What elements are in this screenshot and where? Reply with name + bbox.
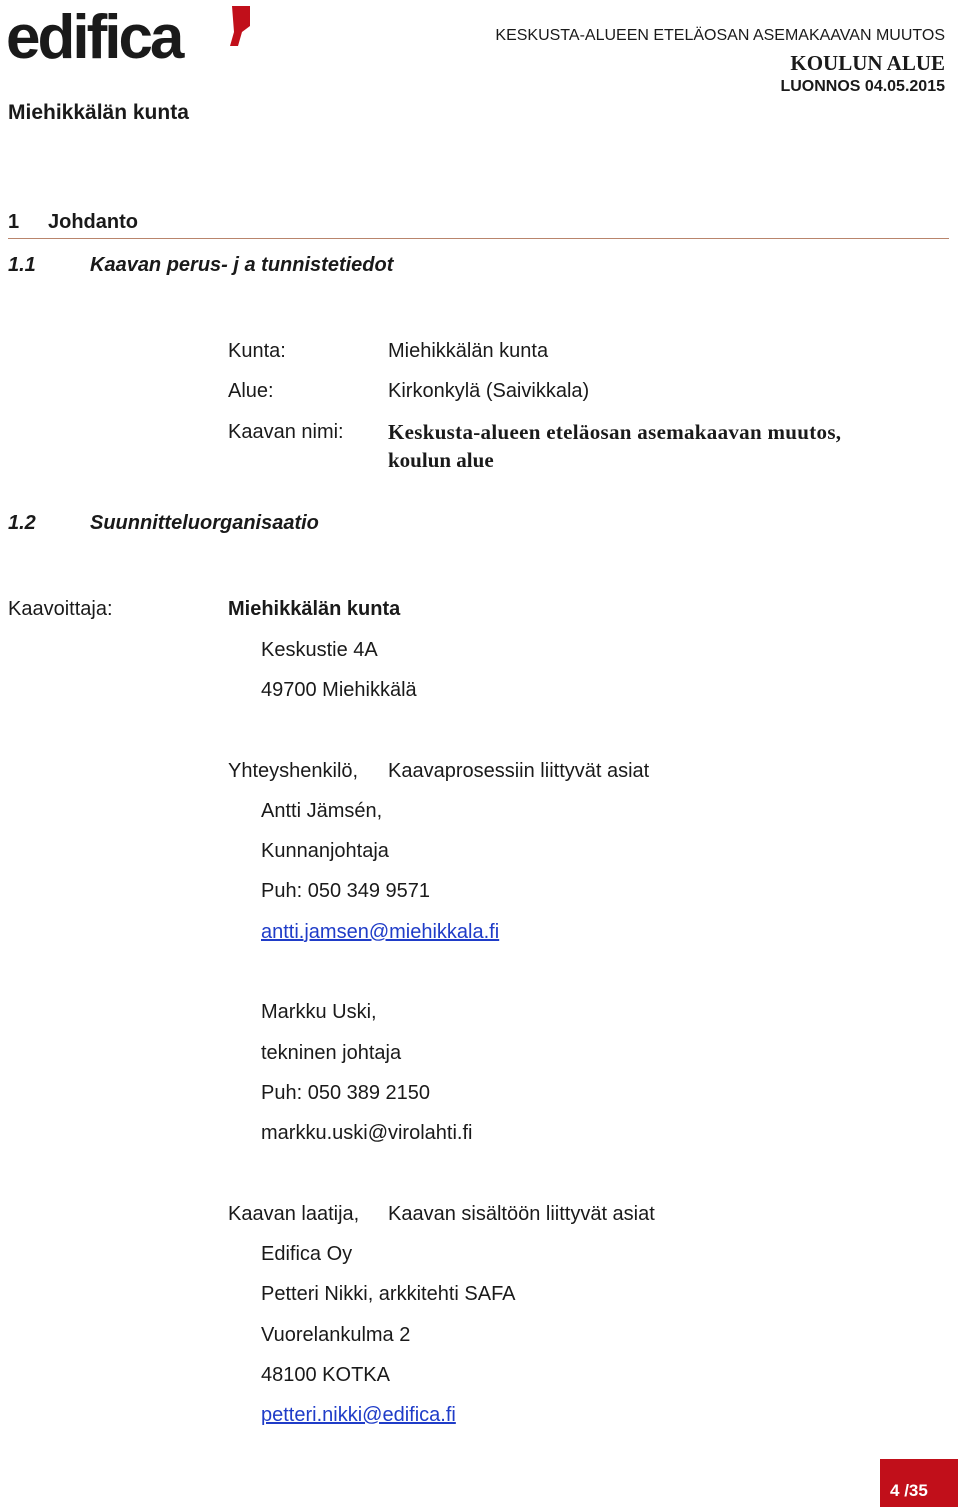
page-number-badge	[880, 1459, 958, 1507]
section-heading-1-1	[8, 254, 393, 277]
author-company: Edifica Oy	[261, 1243, 353, 1265]
total-pages: 35	[908, 1481, 928, 1500]
project-line: KESKUSTA-ALUEEN ETELÄOSAN ASEMAKAAVAN MUUTOS	[495, 27, 945, 44]
section-number: 1	[8, 211, 20, 233]
draft-date: LUONNOS 04.05.2015	[780, 78, 945, 95]
info-value-municipality: Miehikkälän kunta	[388, 340, 549, 362]
logo-text: edifica	[6, 3, 182, 72]
author-label: Kaavan laatija,	[228, 1203, 360, 1225]
author-scope: Kaavan sisältöön liittyvät asiat	[388, 1203, 655, 1225]
section-number: 1.1	[8, 254, 36, 276]
contact-name: Antti Jämsén,	[261, 800, 383, 822]
contact-email-link[interactable]: antti.jamsen@miehikkala.fi	[261, 921, 500, 943]
heading-divider	[8, 238, 949, 239]
client-name: Miehikkälän kunta	[228, 598, 401, 620]
contact-role: tekninen johtaja	[261, 1042, 402, 1064]
page-number	[890, 1481, 928, 1501]
contact-role: Kunnanjohtaja	[261, 840, 389, 862]
client-address: Keskustie 4A	[261, 639, 378, 661]
section-heading-1-2	[8, 512, 319, 535]
section-number: 1.2	[8, 512, 36, 534]
contact-name: Markku Uski,	[261, 1001, 377, 1023]
info-value-area: Kirkonkylä (Saivikkala)	[388, 380, 590, 402]
author-email-link[interactable]: petteri.nikki@edifica.fi	[261, 1404, 456, 1426]
info-label-municipality: Kunta:	[228, 340, 286, 362]
section-heading-1	[8, 211, 138, 234]
logo-accent-icon	[6, 2, 251, 74]
contact-phone: Puh: 050 349 9571	[261, 880, 431, 902]
organization-name: Miehikkälän kunta	[8, 101, 189, 124]
project-subtitle: KOULUN ALUE	[790, 51, 945, 75]
section-title: Johdanto	[48, 211, 138, 233]
info-label-area: Alue:	[228, 380, 274, 402]
edifica-logo	[6, 2, 251, 74]
page-separator: /	[899, 1481, 909, 1500]
section-title: Suunnitteluorganisaatio	[90, 512, 319, 534]
client-postal: 49700 Miehikkälä	[261, 679, 417, 701]
contact-scope: Kaavaprosessiin liittyvät asiat	[388, 760, 650, 782]
client-label: Kaavoittaja:	[8, 598, 113, 620]
contact-label: Yhteyshenkilö,	[228, 760, 359, 782]
info-value-plan-name: Keskusta-alueen eteläosan asemakaavan muutos,	[388, 420, 842, 444]
contact-email: markku.uski@virolahti.fi	[261, 1122, 473, 1144]
author-person: Petteri Nikki, arkkitehti SAFA	[261, 1283, 516, 1305]
author-postal: 48100 KOTKA	[261, 1364, 390, 1386]
current-page: 4	[890, 1481, 900, 1500]
info-value-plan-name-line2: koulun alue	[388, 448, 494, 472]
author-address: Vuorelankulma 2	[261, 1324, 411, 1346]
info-label-plan-name: Kaavan nimi:	[228, 421, 344, 443]
section-title: Kaavan perus- j a tunnistetiedot	[90, 254, 394, 276]
contact-phone: Puh: 050 389 2150	[261, 1082, 431, 1104]
